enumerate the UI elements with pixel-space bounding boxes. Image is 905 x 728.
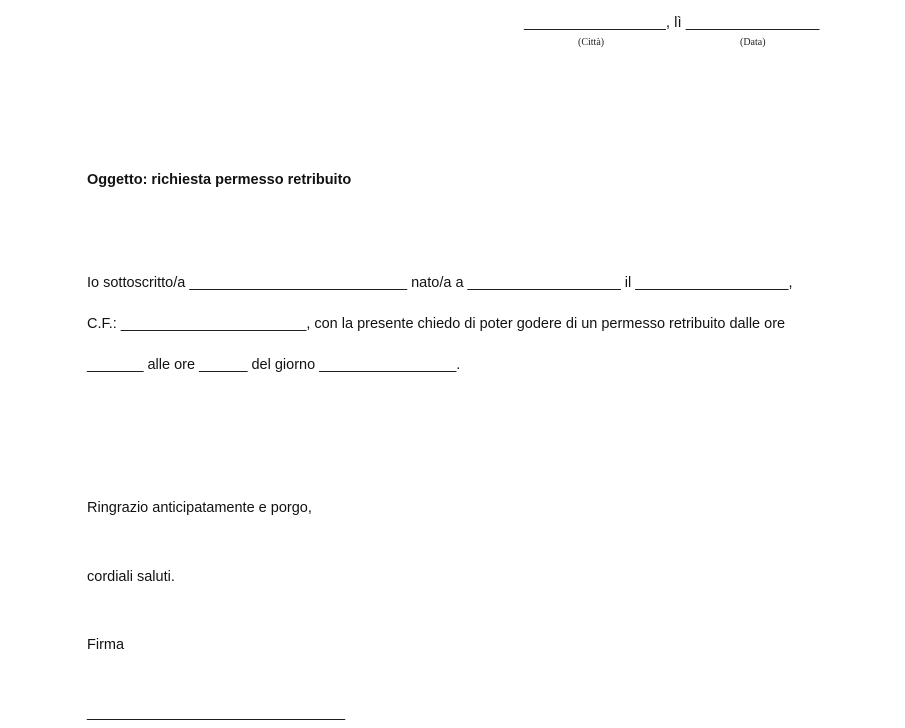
place-date-line: _________________, lì ________________ [524, 14, 820, 31]
date-label: (Data) [740, 37, 766, 48]
body-line-declarant: Io sottoscritto/a ___________________________ nato/a a ___________________ il ___________________, [87, 275, 793, 291]
subject-heading: Oggetto: richiesta permesso retribuito [87, 172, 352, 188]
closing-regards: cordiali saluti. [87, 569, 175, 585]
closing-thanks: Ringrazio anticipatamente e porgo, [87, 500, 312, 516]
signature-label: Firma [87, 637, 125, 653]
body-line-fiscal-code: C.F.: _______________________, con la presente chiedo di poter godere di un permesso retribuito dalle ore [87, 316, 786, 332]
city-label: (Città) [578, 37, 605, 48]
signature-line: ________________________________ [87, 705, 346, 721]
body-line-time-range: _______ alle ore ______ del giorno _________________. [87, 357, 461, 373]
